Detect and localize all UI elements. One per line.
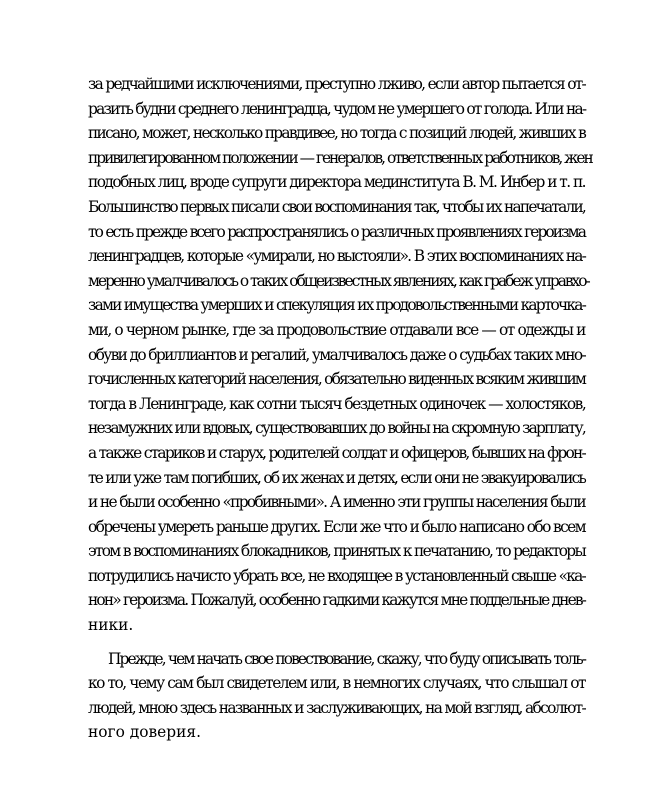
text-line: привилегированном положении — генералов, ответственных работников, жен <box>88 148 592 167</box>
text-line: то есть прежде всего распространялись о различных проявлениях героизма <box>88 222 585 241</box>
text-line: ко то, чему сам был свидетелем или, в немногих случаях, что слышал от <box>88 674 585 693</box>
text-line: Большинство первых писали свои воспоминания так, чтобы их напечатали, <box>88 197 585 216</box>
paragraph-1 <box>88 72 592 638</box>
text-line: ленинградцев, которые «умирали, но выстояли». В этих воспоминаниях на- <box>88 247 585 266</box>
document-page <box>88 72 592 745</box>
text-line: этом в воспоминаниях блокадников, принятых к печатанию, то редакторы <box>88 542 585 561</box>
text-line: зами имущества умерших и спекуляция их продовольственными карточка- <box>88 296 585 315</box>
text-line: меренно умалчивалось о таких общеизвестных явлениях, как грабеж управхо- <box>88 271 589 290</box>
text-line: те или уже там погибших, об их женах и детях, если они не эвакуировались <box>88 468 585 487</box>
text-line: незамужних или вдовых, существовавших до войны на скромную зарплату, <box>88 419 585 438</box>
text-line: а также стариков и старух, родителей солдат и офицеров, бывших на фрон- <box>88 443 585 462</box>
text-line: ники. <box>88 616 134 635</box>
text-line: людей, мною здесь названных и заслуживающих, на мой взгляд, абсолют- <box>88 698 585 717</box>
text-line: нон» героизма. Пожалуй, особенно гадкими кажутся мне поддельные днев- <box>88 591 585 610</box>
text-line: писано, может, несколько правдивее, но тогда с позиций людей, живших в <box>88 124 586 143</box>
paragraph-gap <box>88 638 585 647</box>
text-line: ного доверия. <box>88 723 201 742</box>
text-line: тогда в Ленинграде, как сотни тысяч бездетных одиночек — холостяков, <box>88 394 586 413</box>
text-line: ми, о черном рынке, где за продовольствие отдавали все — от одежды и <box>88 320 585 339</box>
text-line: гочисленных категорий населения, обязательно виденных всяким жившим <box>88 370 585 389</box>
text-line: разить будни среднего ленинградца, чудом не умершего от голода. Или на- <box>88 99 586 118</box>
text-line: подобных лиц, вроде супруги директора мединститута В. М. Инбер и т. п. <box>88 173 585 192</box>
text-line: потрудились начисто убрать все, не входящее в установленный свыше «ка- <box>88 566 585 585</box>
text-line: обуви до бриллиантов и регалий, умалчивалось даже о судьбах таких мно- <box>88 345 585 364</box>
text-line: обречены умереть раньше других. Если же что и было написано обо всем <box>88 517 586 536</box>
text-line: за редчайшими исключениями, преступно лживо, если автор пытается от- <box>88 75 585 93</box>
text-line: и не были особенно «пробивными». А именно эти группы населения были <box>88 493 585 512</box>
paragraph-2 <box>88 647 585 745</box>
text-line: Прежде, чем начать свое повествование, скажу, что буду описывать толь- <box>108 649 585 668</box>
